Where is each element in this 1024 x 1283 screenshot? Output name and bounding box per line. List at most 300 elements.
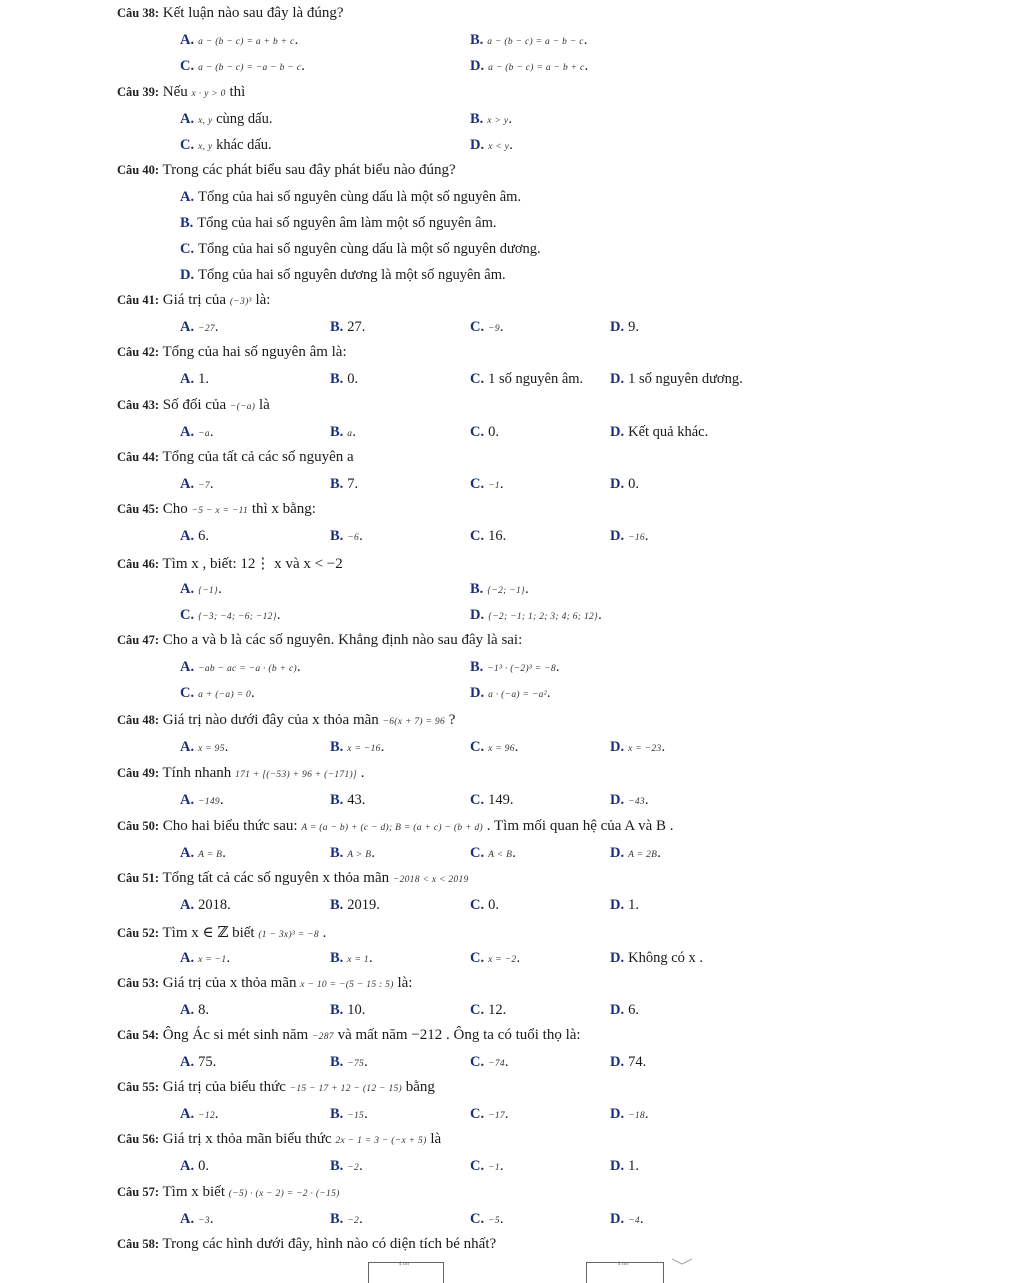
option-50-a[interactable] — [180, 845, 226, 862]
question-text: Ông Ác si mét sinh năm — [162, 1027, 309, 1043]
option-47-a[interactable] — [180, 659, 301, 676]
question-49 — [117, 765, 364, 782]
option-text: 0. — [488, 424, 499, 440]
option-letter: B. — [470, 32, 484, 48]
question-38 — [117, 5, 344, 22]
question-text: Tìm x biết — [162, 1184, 226, 1200]
option-letter: B. — [330, 792, 344, 808]
question-text: Giá trị x thỏa mãn biểu thức — [162, 1131, 332, 1147]
option-tail: . — [525, 581, 529, 597]
option-tail: . — [352, 424, 356, 440]
question-42 — [117, 344, 347, 361]
option-tail: . — [294, 32, 299, 48]
option-51-c[interactable] — [470, 897, 499, 914]
question-label: Câu 58: — [117, 1237, 160, 1251]
option-45-d[interactable] — [610, 528, 649, 545]
option-57-d[interactable] — [610, 1211, 644, 1228]
option-tail: . — [359, 1211, 363, 1227]
question-math: −5 − x = −11 — [191, 506, 249, 516]
option-42-d[interactable] — [610, 371, 743, 388]
option-41-a[interactable] — [180, 319, 219, 336]
option-text: 16. — [488, 528, 507, 544]
question-math: x · y > 0 — [191, 89, 226, 99]
option-46-c[interactable] — [180, 607, 280, 624]
question-text-tail: và mất năm −212 . Ông ta có tuổi thọ là: — [337, 1027, 581, 1043]
question-math: 171 + [(−53) + 96 + (−171)] — [235, 770, 357, 780]
option-text: 0. — [488, 897, 499, 913]
question-label: Câu 39: — [117, 85, 160, 99]
option-letter: B. — [330, 371, 344, 387]
option-math: A = B — [198, 850, 223, 860]
option-math: −149 — [198, 797, 220, 807]
option-letter: D. — [610, 845, 625, 861]
question-text: Tìm x ∈ ℤ biết — [162, 925, 255, 941]
option-tail: . — [222, 845, 226, 861]
option-57-b[interactable] — [330, 1211, 363, 1228]
option-letter: C. — [470, 1211, 485, 1227]
question-51 — [117, 870, 469, 887]
question-text: Tổng của hai số nguyên âm là: — [162, 344, 347, 360]
option-letter: C. — [470, 371, 485, 387]
option-tail: . — [584, 58, 589, 74]
option-letter: A. — [180, 739, 195, 755]
option-tail: . — [209, 1211, 214, 1227]
option-letter: A. — [180, 581, 195, 597]
option-55-a[interactable] — [180, 1106, 219, 1123]
option-text: 1. — [628, 897, 639, 913]
option-46-a[interactable] — [180, 581, 222, 598]
question-text-tail: thì — [229, 84, 246, 100]
option-text: 12. — [488, 1002, 507, 1018]
option-56-d[interactable] — [610, 1158, 639, 1175]
question-text-tail: . Tìm mối quan hệ của A và B . — [486, 818, 674, 834]
option-46-d[interactable] — [470, 607, 602, 624]
option-letter: D. — [610, 1211, 625, 1227]
option-letter: A. — [180, 528, 195, 544]
option-math: −1³ · (−2)³ = −8 — [487, 664, 556, 674]
option-letter: D. — [610, 950, 625, 966]
option-48-a[interactable] — [180, 739, 228, 756]
question-text-tail: thì x bằng: — [251, 501, 316, 517]
option-letter: A. — [180, 189, 195, 205]
question-text: Trong các hình dưới đây, hình nào có diện tích bé nhất? — [162, 1236, 497, 1252]
option-letter: A. — [180, 424, 195, 440]
option-math: x = −16 — [347, 744, 381, 754]
question-50 — [117, 818, 674, 835]
option-44-a[interactable] — [180, 476, 214, 493]
option-50-b[interactable] — [330, 845, 375, 862]
option-39-d[interactable] — [470, 137, 513, 154]
option-text: Tổng của hai số nguyên cùng dấu là một số nguyên dương. — [198, 241, 541, 257]
option-math: x < y — [488, 142, 510, 152]
option-57-c[interactable] — [470, 1211, 504, 1228]
option-52-c[interactable] — [470, 950, 520, 967]
option-57-a[interactable] — [180, 1211, 214, 1228]
option-letter: D. — [470, 607, 485, 623]
option-43-a[interactable] — [180, 424, 214, 441]
option-tail: . — [509, 137, 513, 153]
option-tail: . — [209, 476, 214, 492]
option-45-c[interactable] — [470, 528, 506, 545]
option-49-a[interactable] — [180, 792, 224, 809]
question-label: Câu 57: — [117, 1185, 160, 1199]
option-48-d[interactable] — [610, 739, 665, 756]
option-math: a + (−a) = 0 — [198, 690, 252, 700]
option-letter: D. — [610, 1106, 625, 1122]
option-tail: . — [598, 607, 602, 623]
option-41-b[interactable] — [330, 319, 365, 336]
option-letter: A. — [180, 897, 195, 913]
option-letter: B. — [330, 528, 344, 544]
option-38-a[interactable] — [180, 32, 298, 49]
option-47-d[interactable] — [470, 685, 550, 702]
option-math: −4 — [628, 1216, 640, 1226]
question-math: −(−a) — [229, 402, 256, 412]
option-letter: D. — [610, 1002, 625, 1018]
option-text: 0. — [628, 476, 639, 492]
option-text: 6. — [628, 1002, 639, 1018]
option-54-a[interactable] — [180, 1054, 216, 1071]
question-label: Câu 56: — [117, 1132, 160, 1146]
option-letter: D. — [610, 739, 625, 755]
option-52-b[interactable] — [330, 950, 373, 967]
question-57 — [117, 1184, 340, 1201]
option-math: −9 — [488, 324, 500, 334]
option-text: 75. — [198, 1054, 217, 1070]
option-math: {−1} — [198, 586, 219, 596]
option-51-d[interactable] — [610, 897, 639, 914]
option-letter: C. — [470, 1106, 485, 1122]
option-tail: . — [516, 950, 521, 966]
option-54-b[interactable] — [330, 1054, 368, 1071]
option-44-d[interactable] — [610, 476, 639, 493]
question-label: Câu 53: — [117, 976, 160, 990]
option-letter: B. — [330, 1106, 344, 1122]
option-50-d[interactable] — [610, 845, 661, 862]
option-tail: . — [214, 319, 219, 335]
option-text: 74. — [628, 1054, 647, 1070]
question-text-tail: bằng — [405, 1079, 435, 1095]
question-math: (−5) · (x − 2) = −2 · (−15) — [228, 1189, 340, 1199]
option-44-b[interactable] — [330, 476, 358, 493]
option-42-b[interactable] — [330, 371, 358, 388]
option-52-d[interactable] — [610, 950, 703, 967]
question-math: −15 − 17 + 12 − (12 − 15) — [289, 1084, 403, 1094]
figure-label-2: 4 cm — [618, 1262, 628, 1267]
option-43-d[interactable] — [610, 424, 708, 441]
question-label: Câu 38: — [117, 6, 160, 20]
option-math: −1 — [488, 481, 500, 491]
figure-label-1: 4 cm — [399, 1262, 409, 1267]
option-letter: C. — [180, 241, 195, 257]
option-tail: . — [380, 739, 385, 755]
option-47-c[interactable] — [180, 685, 255, 702]
option-44-c[interactable] — [470, 476, 504, 493]
question-label: Câu 49: — [117, 766, 160, 780]
option-math: a — [347, 429, 353, 439]
option-41-d[interactable] — [610, 319, 639, 336]
option-letter: D. — [610, 897, 625, 913]
option-48-b[interactable] — [330, 739, 384, 756]
question-math: −6(x + 7) = 96 — [382, 717, 446, 727]
option-letter: C. — [180, 137, 195, 153]
option-tail: . — [644, 792, 649, 808]
option-text: 0. — [347, 371, 359, 387]
option-letter: B. — [330, 950, 344, 966]
question-math: A = (a − b) + (c − d); B = (a + c) − (b + d) — [301, 823, 484, 833]
option-42-a[interactable] — [180, 371, 209, 388]
option-tail: . — [296, 659, 301, 675]
option-tail: . — [661, 739, 666, 755]
question-text-tail: là — [430, 1131, 442, 1147]
option-54-c[interactable] — [470, 1054, 509, 1071]
option-letter: B. — [470, 581, 484, 597]
option-56-c[interactable] — [470, 1158, 504, 1175]
option-52-a[interactable] — [180, 950, 230, 967]
question-48 — [117, 712, 455, 729]
option-math: −12 — [198, 1111, 215, 1121]
question-text-tail: . — [360, 765, 365, 781]
option-math: {−2; −1} — [487, 586, 526, 596]
option-letter: C. — [470, 528, 485, 544]
option-math: −7 — [198, 481, 210, 491]
option-math: −16 — [628, 533, 645, 543]
option-text: 43. — [347, 792, 366, 808]
option-letter: A. — [180, 659, 195, 675]
option-math: x = −1 — [198, 955, 227, 965]
option-text: 27. — [347, 319, 366, 335]
option-letter: C. — [470, 476, 485, 492]
option-math: −15 — [347, 1111, 365, 1121]
option-40-d[interactable] — [180, 267, 506, 284]
option-math: x = 1 — [347, 955, 369, 965]
question-label: Câu 52: — [117, 926, 160, 940]
option-letter: C. — [470, 950, 485, 966]
option-tail: . — [508, 111, 513, 127]
option-40-b[interactable] — [180, 215, 497, 232]
option-53-d[interactable] — [610, 1002, 639, 1019]
question-label: Câu 43: — [117, 398, 160, 412]
option-letter: A. — [180, 111, 195, 127]
option-43-b[interactable] — [330, 424, 356, 441]
option-text: 8. — [198, 1002, 209, 1018]
question-text: Tính nhanh — [162, 765, 232, 781]
question-41 — [117, 292, 270, 309]
option-50-c[interactable] — [470, 845, 516, 862]
option-letter: C. — [470, 739, 485, 755]
option-53-b[interactable] — [330, 1002, 365, 1019]
option-55-d[interactable] — [610, 1106, 649, 1123]
question-52 — [117, 923, 326, 942]
option-text: Kết quả khác. — [628, 424, 709, 440]
option-letter: A. — [180, 950, 195, 966]
option-text: 9. — [628, 319, 639, 335]
option-math: −ab − ac = −a · (b + c) — [198, 664, 297, 674]
question-text: Cho a và b là các số nguyên. Khẳng định nào sau đây là sai: — [162, 632, 523, 648]
question-label: Câu 41: — [117, 293, 160, 307]
option-38-c[interactable] — [180, 58, 305, 75]
option-math: −75 — [347, 1059, 365, 1069]
question-label: Câu 48: — [117, 713, 160, 727]
option-53-c[interactable] — [470, 1002, 506, 1019]
option-53-a[interactable] — [180, 1002, 209, 1019]
question-text: Tổng của tất cả các số nguyên a — [162, 449, 354, 465]
option-tail: . — [512, 845, 516, 861]
option-letter: D. — [470, 58, 485, 74]
option-letter: D. — [610, 424, 625, 440]
option-38-b[interactable] — [470, 32, 587, 49]
option-tail: . — [639, 1211, 644, 1227]
option-49-d[interactable] — [610, 792, 649, 809]
question-label: Câu 54: — [117, 1028, 160, 1042]
option-38-d[interactable] — [470, 58, 588, 75]
option-tail: . — [546, 685, 551, 701]
option-letter: A. — [180, 1054, 195, 1070]
option-39-a[interactable] — [180, 111, 273, 128]
option-letter: C. — [470, 319, 485, 335]
option-text: 149. — [488, 792, 514, 808]
question-text: Cho hai biểu thức sau: — [162, 818, 298, 834]
option-text: 1 số nguyên âm. — [488, 371, 584, 387]
option-tail: . — [499, 319, 504, 335]
option-51-b[interactable] — [330, 897, 380, 914]
option-49-b[interactable] — [330, 792, 365, 809]
option-letter: C. — [180, 58, 195, 74]
option-47-b[interactable] — [470, 659, 560, 676]
option-43-c[interactable] — [470, 424, 499, 441]
option-tail: . — [276, 607, 281, 623]
question-label: Câu 46: — [117, 557, 160, 571]
option-math: a − (b − c) = a + b + c — [198, 37, 295, 47]
option-56-a[interactable] — [180, 1158, 209, 1175]
question-text: Giá trị của biểu thức — [162, 1079, 286, 1095]
option-41-c[interactable] — [470, 319, 504, 336]
option-tail: . — [499, 1158, 504, 1174]
question-56 — [117, 1131, 441, 1148]
option-54-d[interactable] — [610, 1054, 646, 1071]
option-math: −43 — [628, 797, 645, 807]
option-text: 1. — [628, 1158, 639, 1174]
question-46 — [117, 554, 343, 573]
option-math: −2 — [347, 1216, 360, 1226]
option-tail: . — [657, 845, 661, 861]
option-letter: A. — [180, 476, 195, 492]
option-math: x > y — [487, 116, 509, 126]
option-40-a[interactable] — [180, 189, 521, 206]
option-letter: C. — [180, 607, 195, 623]
option-56-b[interactable] — [330, 1158, 363, 1175]
option-40-c[interactable] — [180, 241, 541, 258]
option-letter: B. — [330, 1054, 344, 1070]
option-letter: D. — [470, 137, 485, 153]
option-math: −2 — [347, 1163, 360, 1173]
option-text: khác dấu. — [216, 137, 272, 153]
option-math: −18 — [628, 1111, 645, 1121]
option-text: 2018. — [198, 897, 231, 913]
option-tail: . — [555, 659, 560, 675]
option-45-a[interactable] — [180, 528, 209, 545]
option-math: A > B — [347, 850, 372, 860]
option-math: x, y — [198, 116, 213, 126]
option-math: −3 — [198, 1216, 210, 1226]
option-math: x = −2 — [488, 955, 517, 965]
chevron-down-icon — [670, 1256, 694, 1266]
question-label: Câu 50: — [117, 819, 160, 833]
option-letter: D. — [610, 319, 625, 335]
question-text: Giá trị của x thỏa mãn — [162, 975, 297, 991]
option-tail: . — [499, 1211, 504, 1227]
option-tail: . — [364, 1106, 368, 1122]
question-39 — [117, 84, 245, 101]
question-label: Câu 45: — [117, 502, 160, 516]
option-letter: A. — [180, 1211, 195, 1227]
question-label: Câu 40: — [117, 163, 160, 177]
option-letter: B. — [330, 424, 344, 440]
option-48-c[interactable] — [470, 739, 518, 756]
option-letter: C. — [470, 1158, 485, 1174]
option-tail: . — [359, 1158, 363, 1174]
option-letter: B. — [330, 845, 344, 861]
option-55-b[interactable] — [330, 1106, 368, 1123]
option-letter: D. — [180, 267, 195, 283]
option-letter: A. — [180, 1002, 195, 1018]
option-letter: A. — [180, 1106, 195, 1122]
option-letter: A. — [180, 371, 195, 387]
option-letter: D. — [610, 792, 625, 808]
question-text: Nếu — [162, 84, 188, 100]
option-tail: . — [504, 1054, 509, 1070]
option-tail: . — [214, 1106, 219, 1122]
question-text: Giá trị của — [162, 292, 227, 308]
option-39-b[interactable] — [470, 111, 512, 128]
option-text: 2019. — [347, 897, 380, 913]
question-label: Câu 47: — [117, 633, 160, 647]
option-math: a − (b − c) = −a − b − c — [198, 63, 302, 73]
option-45-b[interactable] — [330, 528, 363, 545]
option-51-a[interactable] — [180, 897, 231, 914]
question-label: Câu 51: — [117, 871, 160, 885]
option-42-c[interactable] — [470, 371, 583, 388]
option-39-c[interactable] — [180, 137, 272, 154]
option-letter: C. — [470, 1002, 485, 1018]
option-letter: A. — [180, 1158, 195, 1174]
question-43 — [117, 397, 270, 414]
option-tail: . — [583, 32, 588, 48]
question-text: Cho — [162, 501, 188, 517]
option-tail: . — [368, 950, 373, 966]
option-tail: . — [644, 528, 649, 544]
option-letter: C. — [470, 424, 485, 440]
question-label: Câu 55: — [117, 1080, 160, 1094]
option-tail: . — [514, 739, 519, 755]
option-math: x, y — [198, 142, 213, 152]
option-letter: B. — [330, 476, 344, 492]
question-text: Giá trị nào dưới đây của x thỏa mãn — [162, 712, 379, 728]
option-math: −27 — [198, 324, 215, 334]
option-46-b[interactable] — [470, 581, 529, 598]
option-55-c[interactable] — [470, 1106, 509, 1123]
option-tail: . — [504, 1106, 509, 1122]
option-math: a − (b − c) = a − b − c — [487, 37, 584, 47]
option-tail: . — [499, 476, 504, 492]
option-tail: . — [251, 685, 255, 701]
question-44 — [117, 449, 354, 466]
option-math: x = 96 — [488, 744, 515, 754]
option-49-c[interactable] — [470, 792, 513, 809]
question-text: Kết luận nào sau đây là đúng? — [162, 5, 344, 21]
question-text: Số đối của — [162, 397, 227, 413]
option-text: 7. — [347, 476, 359, 492]
